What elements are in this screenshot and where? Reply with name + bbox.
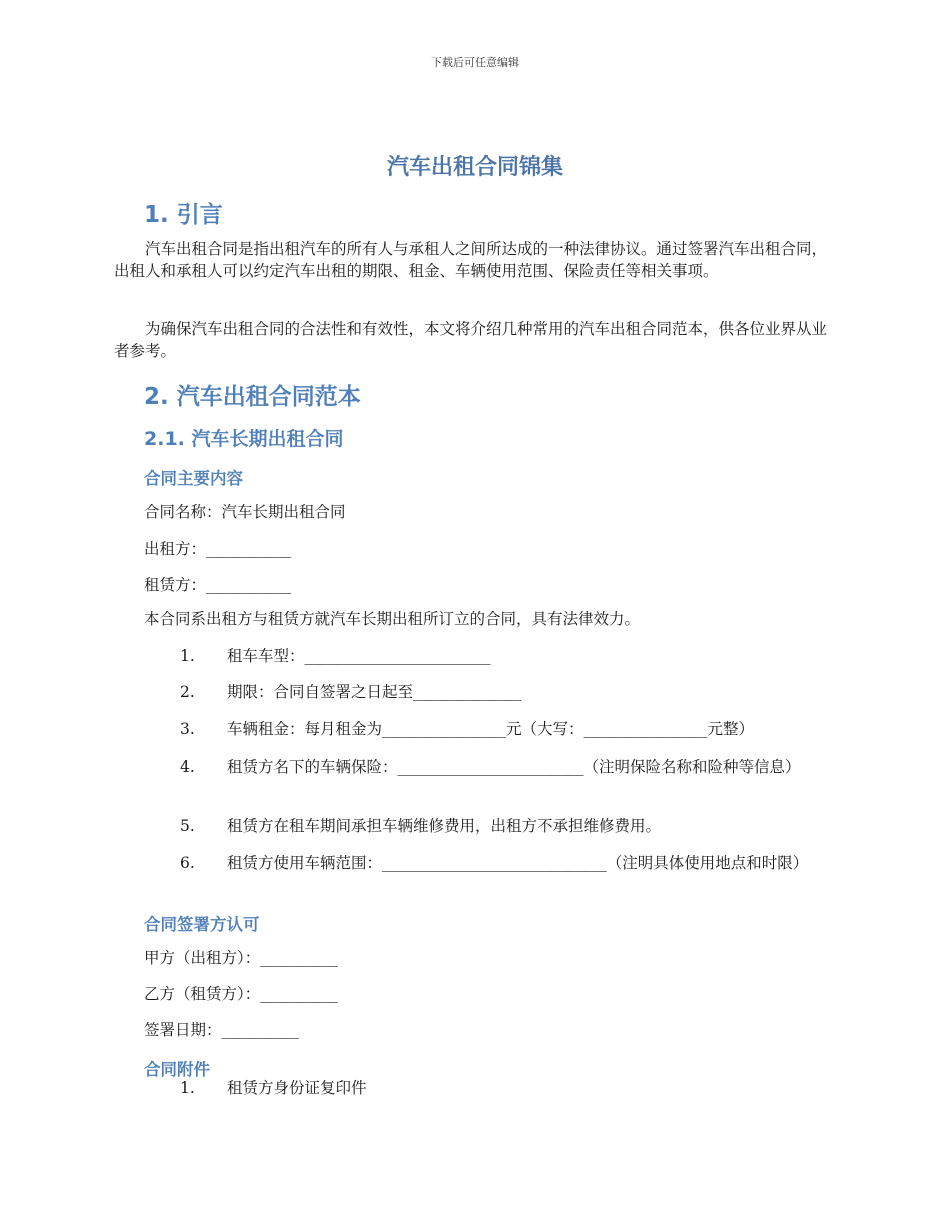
list-item: [146, 1077, 836, 1099]
party-a-line: 甲方（出租方）：__________: [144, 949, 338, 967]
party-b-line: 乙方（租赁方）：__________: [144, 985, 338, 1003]
list-item: [146, 718, 836, 740]
subsection-heading-long-term: 2.1. 汽车长期出租合同: [144, 428, 344, 450]
list-item-text: 期限：合同自签署之日起至______________: [227, 683, 522, 701]
contract-name-line: 合同名称：汽车长期出租合同: [144, 503, 346, 521]
list-item: [146, 815, 836, 837]
contract-statement: 本合同系出租方与租赁方就汽车长期出租所订立的合同，具有法律效力。: [144, 610, 641, 628]
list-item-text: 租赁方在租车期间承担车辆维修费用，出租方不承担维修费用。: [227, 817, 662, 835]
list-item-number: 1.: [180, 1079, 195, 1097]
intro-paragraph-1: 汽车出租合同是指出租汽车的所有人与承租人之间所达成的一种法律协议。通过签署汽车出租合同，出租人和承租人可以约定汽车出租的期限、租金、车辆使用范围、保险责任等相关事项。: [114, 240, 828, 280]
document-title: 汽车出租合同锦集: [386, 155, 563, 180]
list-item-text: 租赁方名下的车辆保险：________________________（注明保险名称和险种等信息）: [227, 758, 801, 776]
lessee-line: 租赁方：___________: [144, 576, 292, 594]
list-item-number: 1.: [180, 647, 195, 665]
section-heading-intro: 1. 引言: [144, 202, 223, 228]
heading-main-content: 合同主要内容: [144, 469, 243, 488]
lessor-line: 出租方：___________: [144, 540, 292, 558]
list-item-number: 2.: [180, 683, 195, 701]
list-item: [146, 852, 836, 874]
list-item-text: 租车车型：________________________: [227, 647, 491, 665]
list-item: [146, 681, 836, 703]
page-header-note: 下载后可任意编辑: [431, 56, 519, 69]
heading-signing-parties: 合同签署方认可: [144, 915, 260, 934]
list-item-number: 6.: [180, 854, 195, 872]
heading-attachments: 合同附件: [144, 1060, 210, 1079]
list-item-text: 租赁方使用车辆范围：_____________________________（注明具体使用地点和时限）: [227, 854, 809, 872]
list-item-text: 租赁方身份证复印件: [227, 1079, 367, 1097]
list-item: [146, 645, 836, 667]
signing-date-line: 签署日期：__________: [144, 1021, 300, 1039]
list-item-number: 3.: [180, 720, 195, 738]
list-item-number: 4.: [180, 758, 195, 776]
section-heading-templates: 2. 汽车出租合同范本: [144, 384, 361, 410]
intro-paragraph-2: 为确保汽车出租合同的合法性和有效性，本文将介绍几种常用的汽车出租合同范本，供各位业界从业者参考。: [114, 320, 828, 360]
list-item-number: 5.: [180, 817, 195, 835]
list-item: [146, 756, 836, 778]
list-item-text: 车辆租金：每月租金为________________元（大写：________________元整）: [227, 720, 755, 738]
